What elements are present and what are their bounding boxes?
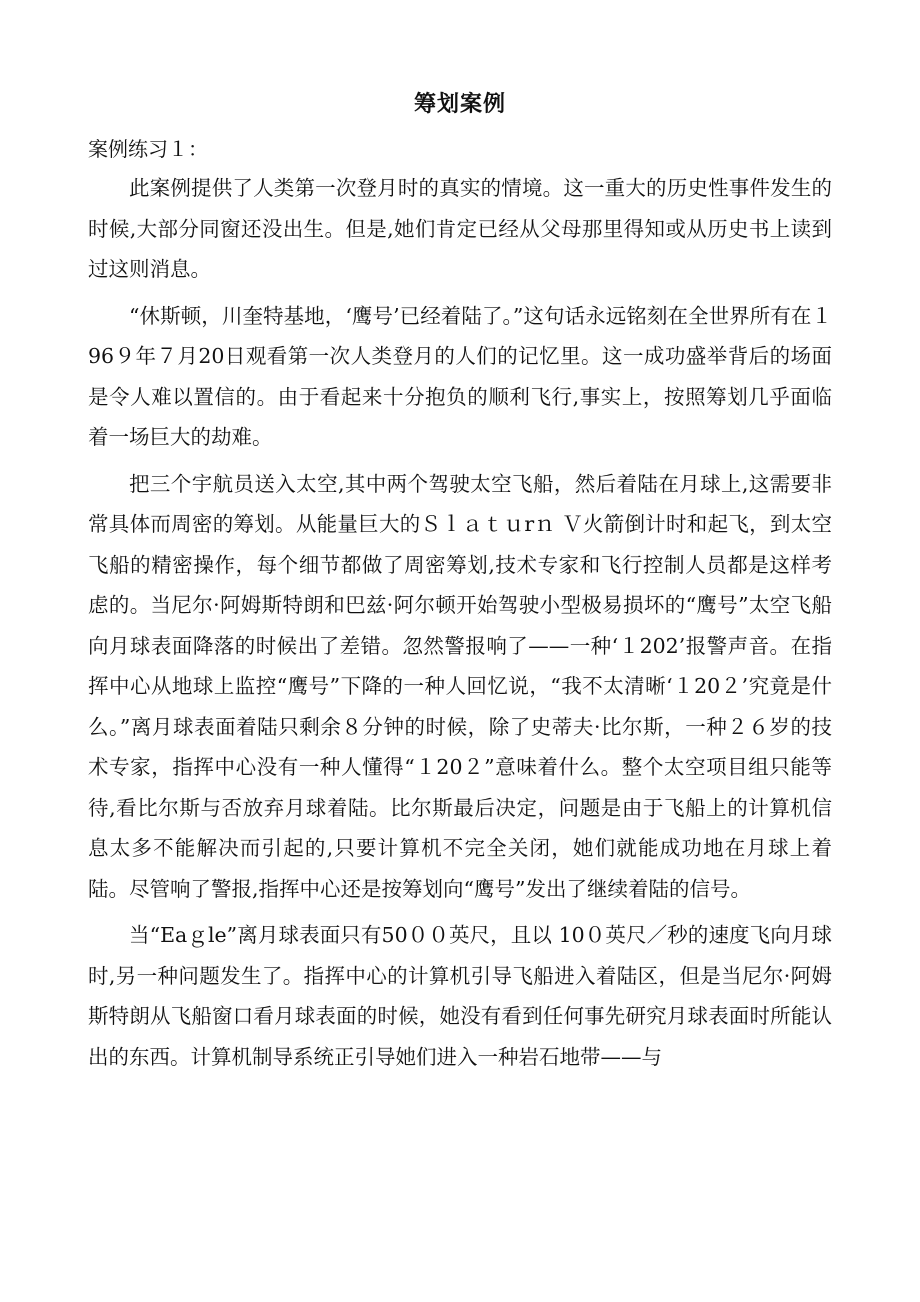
- paragraph-eagle-descent: 当“Eaｇle”离月球表面只有50００英尺，且以 10０英尺／秒的速度飞向月球时,另一种问题发生了。指挥中心的计算机引导飞船进入着陆区，但是当尼尔·阿姆斯特朗从飞船窗口看月球表面的时候，她没有看到任何事先研究月球表面时所能认出的东西。计算机制导系统正引导她们进入一种岩石地带——与: [88, 923, 832, 1069]
- document-page: [88, 86, 832, 1083]
- document-title: 筹划案例: [413, 92, 506, 117]
- paragraph-1202-alarm: 把三个宇航员送入太空,其中两个驾驶太空飞船，然后着陆在月球上,这需要非常具体而周密的筹划。从能量巨大的Ｓｌａｔｕrｎ Ｖ火箭倒计时和起飞，到太空飞船的精密操作，每个细节都做了周密筹划,技术专家和飞行控制人员都是这样考虑的。当尼尔·阿姆斯特朗和巴兹·阿尔顿开始驾驶小型极易损坏的“鹰号”太空飞船向月球表面降落的时候出了差错。忽然警报响了——一种‘１202’报警声音。在指挥中心从地球上监控“鹰号”下降的一种人回忆说，“我不太清晰‘１20２’究竟是什么。”离月球表面着陆只剩余８分钟的时候，除了史蒂夫·比尔斯，一种２６岁的技术专家，指挥中心没有一种人懂得“１20２”意味着什么。整个太空项目组只能等待,看比尔斯与否放弃月球着陆。比尔斯最后决定，问题是由于飞船上的计算机信息太多不能解决而引起的,只要计算机不完全关闭，她们就能成功地在月球上着陆。尽管响了警报,指挥中心还是按筹划向“鹰号”发出了继续着陆的信号。: [88, 471, 832, 901]
- exercise-label: 案例练习１：: [88, 137, 208, 161]
- paragraph-houston-quote: “休斯顿，川奎特基地，‘鹰号’已经着陆了。”这句话永远铭刻在全世界所有在１96９年７月20日观看第一次人类登月的人们的记忆里。这一成功盛举背后的场面是令人难以置信的。由于看起来十分抱负的顺利飞行,事实上，按照筹划几乎面临着一场巨大的劫难。: [88, 303, 832, 449]
- paragraph-intro: 此案例提供了人类第一次登月时的真实的情境。这一重大的历史性事件发生的时候,大部分同窗还没出生。但是,她们肯定已经从父母那里得知或从历史书上读到过这则消息。: [88, 176, 832, 281]
